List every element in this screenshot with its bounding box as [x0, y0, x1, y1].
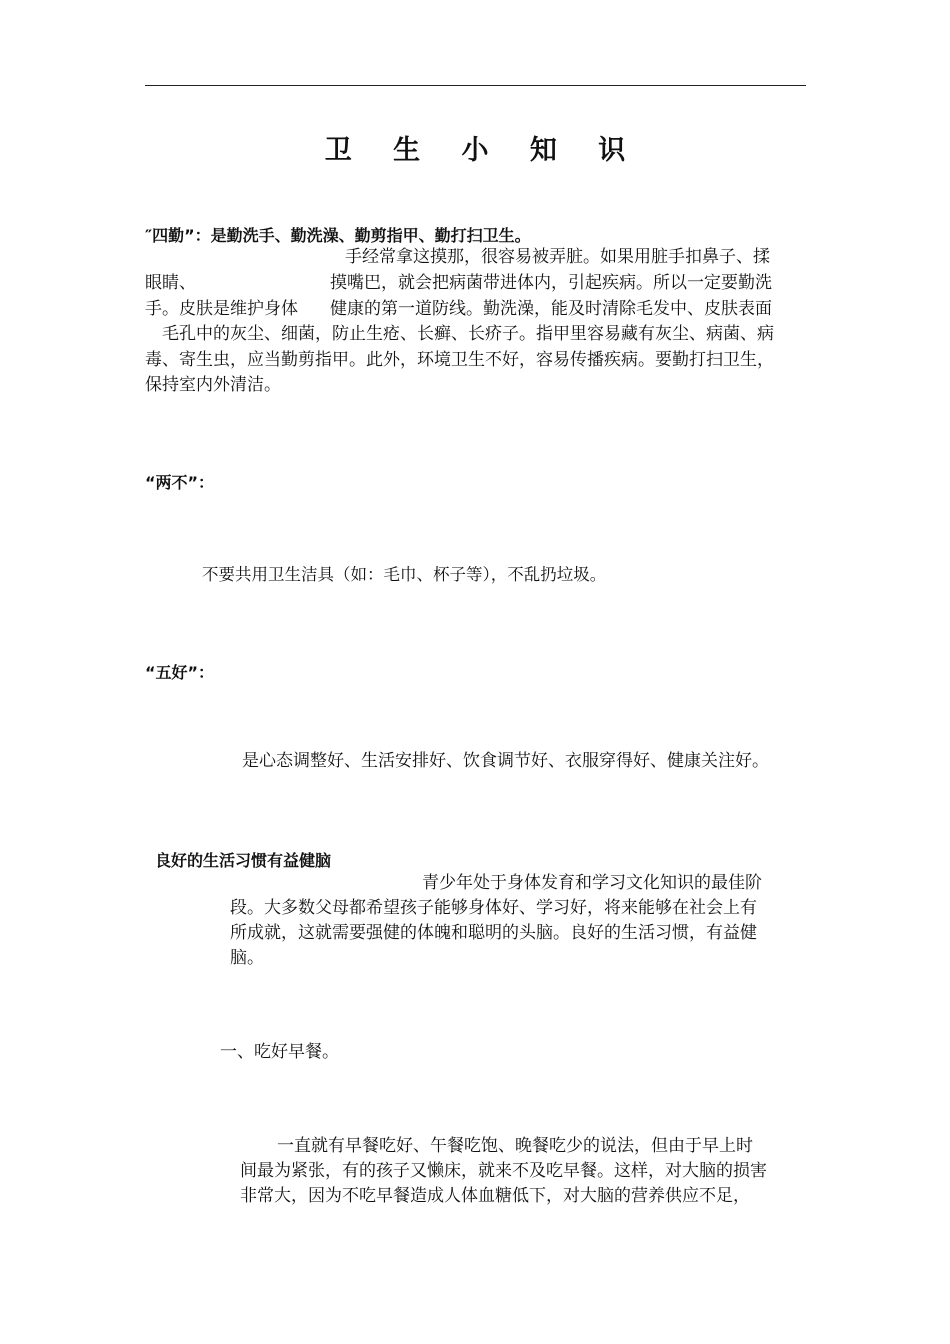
si-qin-line-6: 保持室内外清洁。 — [145, 375, 281, 395]
liang-bu-text: 不要共用卫生洁具（如：毛巾、杯子等），不乱扔垃圾。 — [202, 565, 607, 584]
wu-hao-text: 是心态调整好、生活安排好、饮食调节好、衣服穿得好、健康关注好。 — [242, 751, 769, 771]
habits-line-1: 青少年处于身体发育和学习文化知识的最佳阶 — [422, 873, 762, 893]
habits-line-4: 脑。 — [230, 948, 264, 968]
liang-bu-heading: “两不”： — [145, 473, 215, 492]
si-qin-line-5: 毒、寄生虫，应当勤剪指甲。此外，环境卫生不好，容易传播疾病。要勤打扫卫生， — [145, 350, 774, 370]
document-title: 卫 生 小 知 识 — [324, 135, 642, 166]
si-qin-line-4: 毛孔中的灰尘、细菌，防止生疮、长癣、长疥子。指甲里容易藏有灰尘、病菌、病 — [162, 324, 774, 344]
si-qin-line-2b: 摸嘴巴，就会把病菌带进体内，引起疾病。所以一定要勤洗 — [330, 273, 772, 293]
breakfast-line-3: 非常大，因为不吃早餐造成人体血糖低下，对大脑的营养供应不足， — [240, 1186, 750, 1206]
breakfast-heading: 一、吃好早餐。 — [220, 1042, 339, 1062]
breakfast-line-1: 一直就有早餐吃好、午餐吃饱、晚餐吃少的说法，但由于早上时 — [277, 1136, 753, 1156]
si-qin-line-3b: 健康的第一道防线。勤洗澡，能及时清除毛发中、皮肤表面 — [330, 299, 772, 319]
si-qin-heading: ″四勤”：是勤洗手、勤洗澡、勤剪指甲、勤打扫卫生。 — [145, 226, 531, 245]
header-rule — [145, 85, 806, 86]
si-qin-line-2a: 眼睛、 — [145, 273, 196, 293]
wu-hao-heading: “五好”： — [145, 663, 215, 682]
habits-line-2: 段。大多数父母都希望孩子能够身体好、学习好，将来能够在社会上有 — [230, 898, 757, 918]
breakfast-line-2: 间最为紧张，有的孩子又懒床，就来不及吃早餐。这样，对大脑的损害 — [240, 1161, 767, 1181]
si-qin-line-3a: 手。皮肤是维护身体 — [145, 299, 298, 319]
habits-heading: 良好的生活习惯有益健脑 — [155, 851, 332, 870]
si-qin-line-1: 手经常拿这摸那，很容易被弄脏。如果用脏手扣鼻子、揉 — [345, 247, 770, 267]
habits-line-3: 所成就，这就需要强健的体魄和聪明的头脑。良好的生活习惯，有益健 — [230, 923, 757, 943]
